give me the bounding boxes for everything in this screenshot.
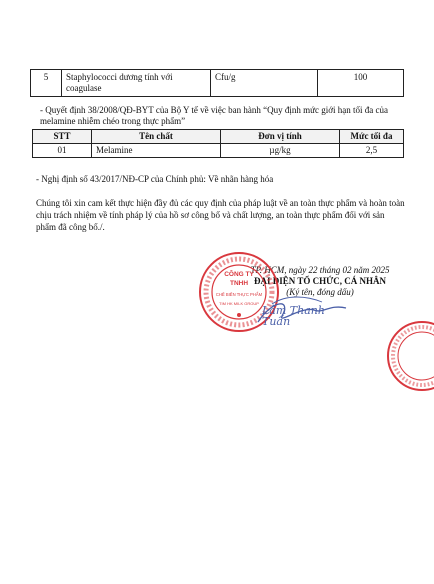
header-limit: Mức tối đa — [340, 130, 404, 144]
seal-line-3: CHẾ BIẾN THỰC PHẨM — [215, 292, 263, 297]
stt-cell: 5 — [31, 70, 62, 97]
commitment-paragraph: Chúng tôi xin cam kết thực hiện đầy đủ các quy định của pháp luật về an toàn thực phẩm và hoàn toàn chịu trách nhiệm về tính pháp lý của hồ sơ công bố và chất lượng, an toàn thực phẩm đối với sản phẩm đã công bố./. — [36, 198, 405, 232]
header-stt: STT — [33, 130, 92, 144]
regulation-melamine: - Quyết định 38/2008/QĐ-BYT của Bộ Y tế về việc ban hành “Quy định mức giới hạn tối đa của melamine nhiễm chéo trong thực phẩm” — [40, 105, 388, 126]
table-row — [31, 70, 404, 97]
header-name: Tên chất — [92, 130, 221, 144]
seal-line-1: CÔNG TY — [224, 271, 254, 278]
regulation-labeling: - Nghị định số 43/2017/NĐ-CP của Chính phủ: Về nhãn hàng hóa — [36, 174, 274, 184]
signer-name: Lâm Thanh Tuấn — [262, 304, 325, 328]
header-unit: Đơn vị tính — [221, 130, 340, 144]
substance-cell: Melamine — [92, 144, 221, 158]
unit-cell: µg/kg — [221, 144, 340, 158]
stt-cell: 01 — [33, 144, 92, 158]
table-row — [33, 144, 404, 158]
table-header-row — [33, 130, 404, 144]
seal-line-4: TIM HK MILK GROUP — [219, 301, 259, 306]
limit-cell: 2,5 — [340, 144, 404, 158]
signature-title: ĐẠI DIỆN TỔ CHỨC, CÁ NHÂN — [253, 276, 386, 286]
partial-seal-stamp — [384, 318, 434, 398]
unit-cell: Cfu/g — [211, 70, 318, 97]
substance-cell: Staphylococci dương tính với coagulase — [62, 70, 211, 97]
signature-note: (Ký tên, đóng dấu) — [286, 287, 354, 297]
food-safety-table — [30, 69, 404, 97]
seal-line-2: TNHH — [229, 280, 249, 287]
melamine-table — [32, 129, 404, 158]
place-date: TP. HCM, ngày 22 tháng 02 năm 2025 — [250, 265, 390, 275]
limit-cell: 100 — [318, 70, 404, 97]
